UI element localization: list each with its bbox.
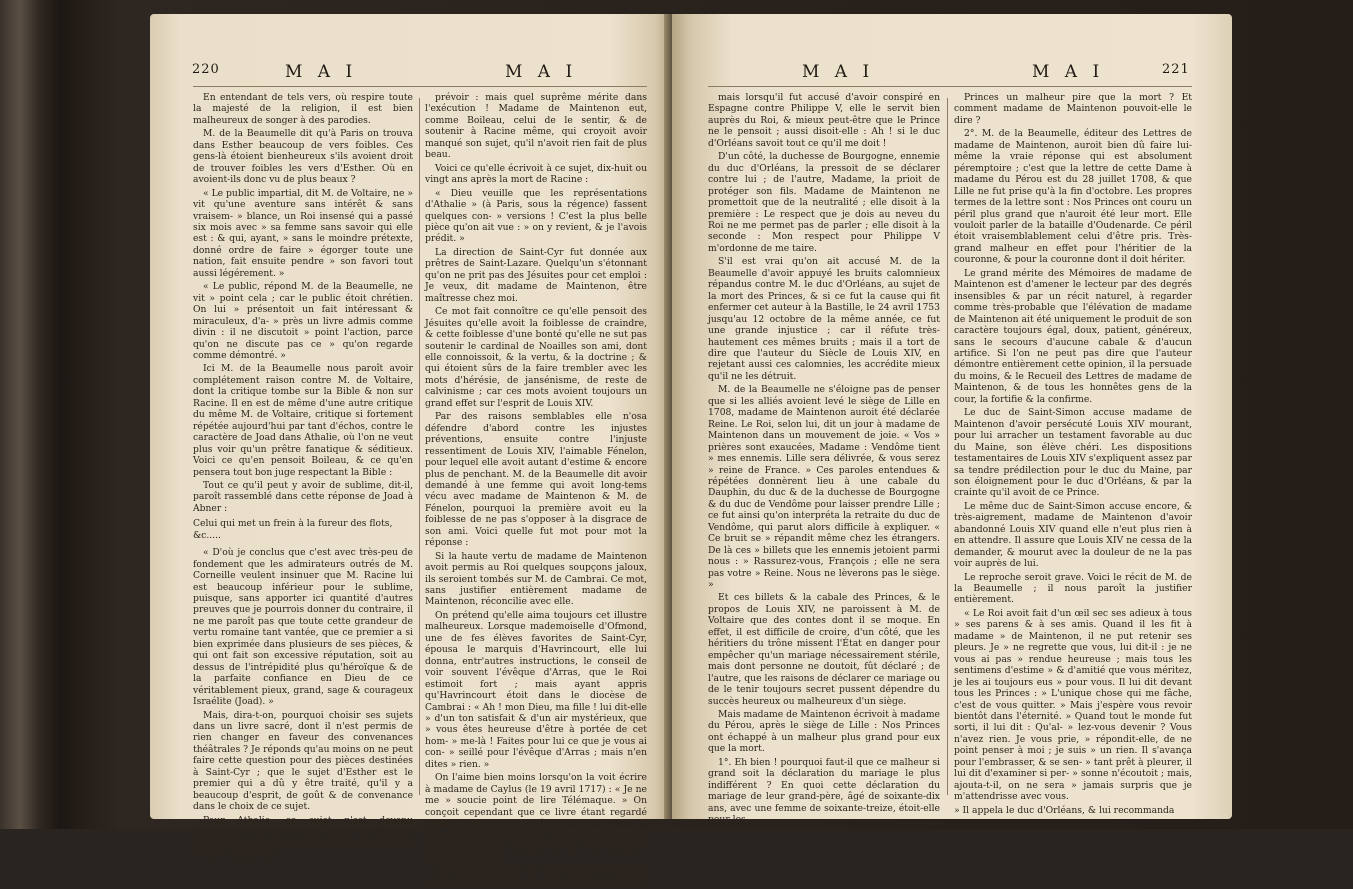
right-page <box>672 14 1232 826</box>
paragraph: Et ces billets & la cabale des Princes, & le propos de Louis XIV, ne paroissent à M. de Voltaire que des contes dont il se moque. En effet, il est difficile de croire, d'un côté, que les héritiers du trône missent l'État en danger pour empêcher qu'un mariage nécessairement stérile, mais dont personne ne doutoit, fût déclaré ; de l'autre, que les raisons de déclarer ce mariage ou de le tenir toujours secret pussent dépendre du succès heureux ou malheureux d'un siège. <box>708 592 940 707</box>
paragraph: Voici ce qu'elle écrivoit à ce sujet, dix-huit ou vingt ans après la mort de Racine : <box>425 162 647 186</box>
paragraph: Le même duc de Saint-Simon accuse encore, & très-aigrement, madame de Maintenon d'avoir abandonné Louis XIV quand elle n'eut plus rien à en attendre. Il assure que Louis XIV ne cessa de la demander, & mourut avec la douleur de ne la pas voir auprès de lui. <box>954 500 1192 570</box>
paragraph: Si la haute vertu de madame de Maintenon avoit permis au Roi quelques soupçons jaloux, ils seroient tombés sur M. de Cambrai. Ce mot, sans justifier entièrement madame de Maintenon, réconcilie avec elle. <box>425 550 647 608</box>
quote: « Le public, répond M. de la Beaumelle, ne vit » point cela ; car le public étoit chrétien. On lui » présentoit un fait intéressant & miraculeux, d'a- » près un livre admis comme divin : il ne discutoit » point l'action, parce qu'on ne discute pas ce » qu'on regarde comme démontré. » <box>193 281 413 361</box>
running-head-right <box>672 62 1232 88</box>
paragraph: S'il est vrai qu'on ait accusé M. de la Beaumelle d'avoir appuyé les bruits calomnieux répandus contre M. le duc d'Orléans, au sujet de la mort des Princes, & si ce fut la cause qui fit enfermer cet auteur à la Bastille, le 24 avril 1753 jusqu'au 12 octobre de la même année, ce fut une grande injustice ; car il réfute très-hautement ces mêmes bruits ; mais il a tort de dire que l'auteur du Siècle de Louis XIV, en rejetant aussi ces calomnies, les accrédite mieux qu'il ne les détruit. <box>708 256 940 382</box>
paragraph: Tout ce qu'il peut y avoir de sublime, dit-il, paroît rassemblé dans cette réponse de Joad à Abner : <box>193 479 413 514</box>
running-head-title: M A I <box>285 62 358 82</box>
paragraph: prévoir : mais quel suprême mérite dans l'exécution ! Madame de Maintenon eut, comme Boileau, celui de le sentir, & de soutenir à Racine même, qui croyoit avoir manqué son sujet, qu'il n'avoit rien fait de plus beau. <box>425 92 647 161</box>
paragraph: Par des raisons semblables elle n'osa défendre d'abord contre les injustes préventions, ensuite contre l'injuste ressentiment de Louis XIV, l'aimable Fénelon, pour lequel elle avoit autant d'estime & encore plus de penchant. M. de la Beaumelle dit avoir demandé à une femme qui avoit long-tems vécu avec madame de Maintenon & M. de Fénelon, pourquoi la première avoit eu la foiblesse de ne pas s'opposer à la disgrace de son ami. Voici quelle fut mot pour mot la réponse : <box>425 411 647 549</box>
quote: » Il appela le duc d'Orléans, & lui recommanda <box>954 804 1175 816</box>
text-column-2 <box>954 92 1192 816</box>
paragraph: En entendant de tels vers, où respire toute la majesté de la religion, il est bien malheureux de songer à des parodies. <box>193 92 413 126</box>
text-column-2 <box>425 92 647 889</box>
paragraph: D'un côté, la duchesse de Bourgogne, ennemie du duc d'Orléans, la pressoit de se déclarer contre lui ; de l'autre, Madame, la prioit de protéger son fils. Madame de Maintenon ne promettoit que de la neutralité ; elle disoit à la première : Le respect que je dois au neveu du Roi ne me permet pas de parler ; elle disoit à la seconde : Mon respect pour Philippe V m'ordonne de me taire. <box>708 151 940 254</box>
paragraph: M. de la Beaumelle ne s'éloigne pas de penser que si les alliés avoient levé le siège de Lille en 1708, madame de Maintenon auroit été déclarée Reine. Le Roi, selon lui, dit un jour à madame de Maintenon dans un mouvement de joie. « Vos » prières sont exaucées, Madame : Vendôme tient » mes ennemis. Lille sera délivrée, & vous serez » reine de France. » Ces paroles entendues & répétées donnèrent lieu à une cabale du Dauphin, du duc & de la duchesse de Bourgogne & du duc de Vendôme pour laisser prendre Lille ; ce fut ainsi qu'on interpréta la retraite du duc de Vendôme, qui parut alors difficile à expliquer. « Ce bruit se » répandit même chez les étrangers. De là ces » billets que les ennemis jetoient parmi nous : » Rassurez-vous, François ; elle ne sera pas votre » Reine. Nous ne lèverons pas le siège. » <box>708 384 940 591</box>
paragraph: Mais, dira-t-on, pourquoi choisir ses sujets dans un livre sacré, dont il n'est permis de rien changer en faveur des convenances théâtrales ? Je réponds qu'au moins on ne peut faire cette question pour des pièces destinées à Saint-Cyr ; que le sujet d'Esther est le premier qui a dû y être traité, qu'il y a beaucoup d'esprit, de goût & de convenance dans le choix de ce sujet. <box>193 709 413 813</box>
text-column-1 <box>708 92 940 826</box>
paragraph: Le Roi & madame de Maintenon n'aimoient point le duc d'Orléans, à cause de ses mœurs ; <box>425 865 647 889</box>
quote: « Le public impartial, dit M. de Voltaire, ne » vit qu'une aventure sans intérêt & sans vraisem- » blance, un Roi insensé qui a passé six mois avec » sa femme sans savoir qui elle est : & qui, ayant, » sans le moindre prétexte, donné ordre de faire » égorger toute une nation, fait ensuite pendre » son favori tout aussi légérement. » <box>193 187 413 279</box>
running-head-title: M A I <box>802 62 875 82</box>
verse-quote: Celui qui met un frein à la fureur des flots, &c..... <box>193 518 393 541</box>
header-rule <box>193 86 647 87</box>
quote: « Le Roi avoit fait d'un œil sec ses adieux à tous » ses parens & à ses amis. Quand il les fit à madame » de Maintenon, il ne put retenir ses pleurs. Je » ne regrette que vous, lui dit-il : je ne vous ai pas » rendue heureuse ; mais tous les sentimens d'estime » & d'amitié que vous méritez, je les ai toujours eus » pour vous. Il lui dit devant tous les Princes : » L'unique chose qui me fâche, c'est de vous quitter. » Mais j'espère vous revoir bientôt dans l'éternité. » Quand tout le monde fut sorti, il lui dit : Qu'al- » lez-vous devenir ? Vous n'avez rien. Je vous prie, » répondit-elle, de ne point penser à moi ; je suis » un rien. Il s'avança pour l'embrasser, & se sen- » tant prêt à pleurer, il lui dit d'examiner si per- » sonne n'écoutoit ; mais, ajouta-t-il, on ne sera » jamais surpris que je m'attendrisse avec vous. <box>954 607 1192 803</box>
paragraph: 1°. Eh bien ! pourquoi faut-il que ce malheur si grand soit la déclaration du mariage le plus indifférent ? En quoi cette déclaration du mariage de leur grand-père, âgé de soixante-dix ans, avec une femme de soixante-treize, étoit-elle pour les <box>708 756 940 826</box>
quote: « Dieu veuille que les représentations d'Athalie » (à Paris, sous la régence) fassent quelques con- » versions ! C'est la plus belle pièce qu'on ait vue : » on y revient, & je l'avois prédit. » <box>425 187 647 245</box>
paragraph: Le grand mérite des Mémoires de madame de Maintenon est d'amener le lecteur par des degrés insensibles & par un récit naturel, à regarder comme très-probable que l'élévation de madame de Maintenon ait été uniquement le produit de son caractère toujours égal, doux, patient, généreux, sans le secours d'aucune cabale & d'aucun artifice. Si l'on ne peut pas dire que l'auteur démontre entièrement cette opinion, il la persuade du moins, & le Recueil des Lettres de madame de Maintenon, & de tous les honnêtes gens de la cour, la fortifie & la confirme. <box>954 267 1192 405</box>
running-head-title: M A I <box>1032 62 1105 82</box>
paragraph: 2°. M. de la Beaumelle, éditeur des Lettres de madame de Maintenon, auroit bien dû faire lui-même la vraie réponse qui est absolument péremptoire ; c'est que la lettre de cette Dame à madame du Pérou est du 28 juillet 1708, & que Lille ne fut prise qu'à la fin d'octobre. Les propres termes de la lettre sont : Nos Princes ont couru un péril plus grand que n'auroit été leur mort. Elle vouloit parler de la bataille d'Oudenarde. Ce péril étoit vraisemblablement celui d'être pris. Très-grand malheur en effet pour l'héritier de la couronne, & pour la couronne dont il doit hériter. <box>954 128 1192 266</box>
paragraph: Ici M. de la Beaumelle nous paroît avoir complétement raison contre M. de Voltaire, dont la critique tombe sur la Bible & non sur Racine. Il en est de même d'une autre critique du même M. de Voltaire, critique si fortement répétée aujourd'hui par tant d'échos, contre le caractère de Joad dans Athalie, où l'on ne veut plus voir qu'un prêtre fanatique & séditieux. Voici ce qu'en pensoit Boileau, & ce qu'en pensera tout bon juge respectant la Bible : <box>193 363 413 478</box>
running-head-left <box>150 62 670 88</box>
column-rule <box>947 98 948 795</box>
text-column-1 <box>193 92 413 860</box>
header-rule <box>708 86 1192 87</box>
paragraph: Princes un malheur pire que la mort ? Et comment madame de Maintenon pouvoit-elle le dire ? <box>954 92 1192 126</box>
page-number: 220 <box>192 62 220 77</box>
column-rule <box>419 98 420 795</box>
paragraph: Mais madame de Maintenon écrivoit à madame du Pérou, après le siège de Lille : Nos Princes ont échappé à un malheur plus grand pour eux que la mort. <box>708 709 940 755</box>
paragraph: Pour Athalie, ce sujet n'est devenu allégorique qu'après coup, sous la régence, par des conjonctures que Racine n'a pas pu avoir le mérite de <box>193 814 413 860</box>
paragraph: mais lorsqu'il fut accusé d'avoir conspiré en Espagne contre Philippe V, elle le servit bien auprès du Roi, & mieux peut-être que le Prince ne le pensoit ; aussi disoit-elle : Ah ! si le duc d'Orléans savoit tout ce qu'il me doit ! <box>708 92 940 149</box>
left-page <box>150 14 670 889</box>
paragraph: Le reproche seroit grave. Voici le récit de M. de la Beaumelle ; il nous paroît la justifier entièrement. <box>954 571 1192 606</box>
paragraph: Le duc de Saint-Simon accuse madame de Maintenon d'avoir persécuté Louis XIV mourant, pour lui arracher un testament favorable au duc du Maine, son élève chéri. Les dispositions testamentaires de Louis XIV s'expliquent assez par sa tendre prédilection pour le duc du Maine, par son éloignement pour le duc d'Orléans, & par la crainte qu'il avoit de ce Prince. <box>954 407 1192 499</box>
paragraph: Ce mot fait connoître ce qu'elle pensoit des Jésuites qu'elle avoit la foiblesse de craindre, & cette foiblesse d'une bonté qu'elle ne sut pas soutenir le cardinal de Noailles son ami, dont elle connoissoit, & la vertu, & la doctrine ; & qui étoient sûrs de la faire trembler avec les mots d'hérésie, de jansénisme, de reste de calvinisme ; car ces mots avoient toujours un grand effet sur l'esprit de Louis XIV. <box>425 306 647 409</box>
quote: « D'où je conclus que c'est avec très-peu de fondement que les admirateurs outrés de M. Corneille veulent insinuer que M. Racine lui est beaucoup inférieur pour le sublime, puisque, sans apporter ici quantité d'autres preuves que je pourrois donner du contraire, il ne me paroît pas que toute cette grandeur de vertu romaine tant vantée, que ce premier a si bien exprimée dans plusieurs de ses pièces, & qui ont fait son excessive réputation, soit au dessus de l'intrépidité plus qu'héroïque & de la parfaite confiance en Dieu de ce véritablement pieux, grand, sage & courageux Israélite (Joad). » <box>193 547 413 708</box>
paragraph: On l'aime bien moins lorsqu'on la voit écrire à madame de Caylus (le 19 avril 1717) : « Je ne me » soucie point de lire Télémaque. » On conçoit cependant que ce livre étant regardé comme la critique du règne de Louis XIV, le refus qu'elle faisoit de le lire pouvoit être un hommage qu'elle croyoit devoir à la mémoire de ce grand Roi. <box>425 772 647 864</box>
paragraph: On prétend qu'elle aima toujours cet illustre malheureux. Lorsque mademoiselle d'Ofmond, une de fes élèves favorites de Saint-Cyr, épousa le marquis d'Havrincourt, elle lui donna, entr'autres instructions, le conseil de voir souvent l'évêque d'Arras, que le Roi estimoit fort ; mais ayant appris qu'Havrincourt étoit dans le diocèse de Cambrai : « Ah ! mon Dieu, ma fille ! lui dit-elle » d'un ton satisfait & d'un air mystérieux, que » vous êtes heureuse d'être à portée de cet hom- » me-là ! Faites pour lui ce que je vous ai con- » seillé pour l'évêque d'Arras ; mais n'en dites » rien. » <box>425 609 647 770</box>
paragraph: M. de la Beaumelle dit qu'à Paris on trouva dans Esther beaucoup de vers foibles. Ces gens-là étoient bienheureux s'ils avoient droit de trouver foibles les vers d'Esther. Où en avoient-ils donc vu de plus beaux ? <box>193 128 413 186</box>
paragraph: La direction de Saint-Cyr fut donnée aux prêtres de Saint-Lazare. Quelqu'un s'étonnant qu'on ne prit pas des Jésuites pour cet emploi : Je veux, dit madame de Maintenon, être maîtresse chez moi. <box>425 246 647 304</box>
page-number: 221 <box>1162 62 1190 77</box>
running-head-title: M A I <box>505 62 578 82</box>
